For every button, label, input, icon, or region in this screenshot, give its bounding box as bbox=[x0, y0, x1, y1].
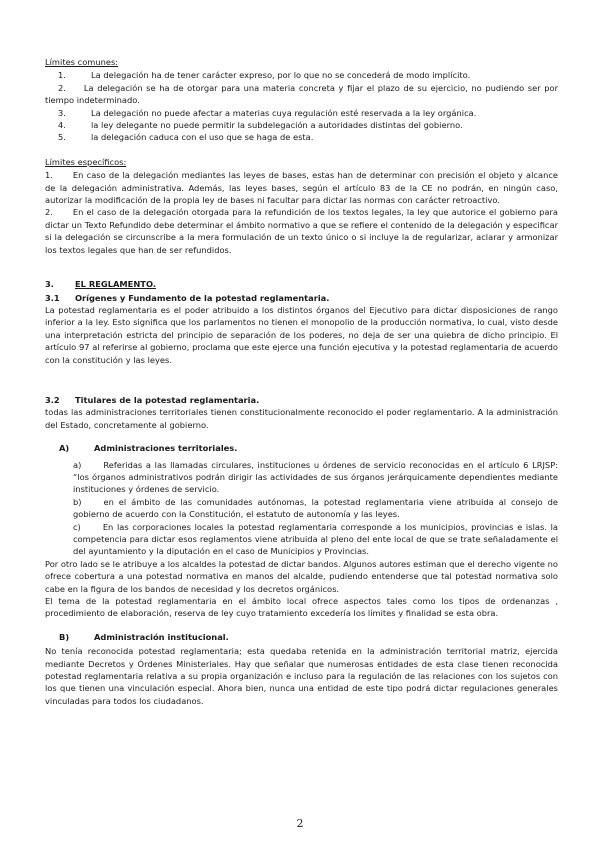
limites-comunes-heading: Límites comunes: bbox=[45, 57, 119, 67]
section-3-2-body: todas las administraciones territoriales tienen constitucionalmente reconocido el poder reglamentario. A la administración del Estado, concretamente al gobierno. bbox=[45, 407, 558, 430]
subsection-b-body: No tenía reconocida potestad reglamentaria; esta quedaba retenida en la administración territorial matriz, ejercida mediante Decretos y Órdenes Ministeriales. Hay que señalar que numerosas entidades de esta clase tienen reconocida potestad reglamentaria relativa a su propia organización e incluso para la regulación de las relaciones con los sujetos con los que tienen una vinculación especial. Ahora bien, nunca una entidad de este tipo podrá dictar regulaciones generales vinculadas para todos los ciudadanos. bbox=[45, 646, 558, 706]
list-item: 5. la delegación caduca con el uso que se haga de esta. bbox=[58, 132, 314, 143]
list-item: 1. La delegación ha de tener carácter expreso, por lo que no se concederá de modo implícito. bbox=[58, 70, 471, 81]
ambito-local-paragraph: El tema de la potestad reglamentaria en el ámbito local ofrece aspectos tales como los tipos de ordenanzas , procedimiento de elaboración, reserva de ley cuyo tratamiento excedería los límites y finalidad se esta obra. bbox=[45, 596, 558, 619]
section-3-heading: 3. EL REGLAMENTO. bbox=[45, 279, 156, 290]
list-item: c) En las corporaciones locales la potestad reglamentaria corresponde a los municipios, provincias e islas. la competencia para dictar esos reglamentos viene atribuida al pleno del ente local de que se trate señaladamente el del ayuntamiento y la diputación en el caso de Municipios y Provincias. bbox=[73, 521, 558, 557]
subsection-b-heading: B) Administración institucional. bbox=[59, 631, 229, 642]
limites-especificos-list bbox=[45, 169, 558, 256]
alcaldes-paragraph: Por otro lado se le atribuye a los alcaldes la potestad de dictar bandos. Algunos autores estiman que el derecho vigente no ofrece cobertura a una potestad normativa en manos del alcalde, pudiendo entenderse que tal potestad normativa solo cabe en la figura de los bandos de necesidad y los decretos orgánicos. bbox=[45, 558, 558, 594]
page-number: 2 bbox=[296, 817, 304, 830]
list-item: a) Referidas a las llamadas circulares, instituciones u órdenes de servicio reconocidas en el artículo 6 LRJSP: “los órganos administrativos podrán dirigir las actividades de sus órganos jerárquicamente dependientes mediante instituciones y órdenes de servicio. bbox=[73, 459, 558, 495]
list-item: b) en el ámbito de las comunidades autónomas, la potestad reglamentaria viene atribuida al consejo de gobierno de acuerdo con la Constitución, el estatuto de autonomía y las leyes. bbox=[73, 496, 558, 520]
limites-comunes-list bbox=[45, 69, 558, 143]
section-3-1-heading: 3.1 Orígenes y Fundamento de la potestad reglamentaria. bbox=[45, 292, 330, 303]
list-item: 1. En caso de la delegación mediantes las leyes de bases, estas han de determinar con precisión el objeto y alcance de la delegación administrativa. Además, las leyes bases, según el artículo 83 de la CE no podrán, en ningún caso, autorizar la modificación de la propia ley de bases ni facultar para dictar las normas con carácter retroactivo. bbox=[45, 170, 558, 206]
list-item: 2. En el caso de la delegación otorgada para la refundición de los textos legales, la ley que autorice el gobierno para dictar un Texto Refundido debe determinar el ámbito normativo a que se refiere el contenido de la delegación y especificar si la delegación se circunscribe a la mera formulación de un texto único o si incluye la de regularizar, aclarar y armonizar los textos legales que han de ser refundidos. bbox=[45, 207, 558, 255]
list-item: 4. la ley delegante no puede permitir la subdelegación a autoridades distintas del gobierno. bbox=[58, 120, 463, 131]
subsection-a-heading: A) Administraciones territoriales. bbox=[59, 443, 238, 454]
subsection-a-list bbox=[45, 459, 558, 558]
section-3-2-heading: 3.2 Titulares de la potestad reglamentaria. bbox=[45, 394, 260, 405]
limites-especificos-heading: Límites específicos: bbox=[45, 156, 127, 167]
list-item: 2. La delegación se ha de otorgar para una materia concreta y fijar el plazo de su ejercicio, no pudiendo ser por tiempo indeterminado. bbox=[45, 82, 558, 106]
list-item: 3. La delegación no puede afectar a materias cuya regulación esté reservada a la ley orgánica. bbox=[58, 107, 477, 118]
section-3-1-body: La potestad reglamentaria es el poder atribuido a los distintos órganos del Ejecutivo para dictar disposiciones de rango inferior a la ley. Esto significa que los parlamentos no tienen el monopolio de la producción normativa, lo cual, visto desde una interpretación estricta del principio de separación de los poderes, no deja de ser una quiebra de dicho principio. El artículo 97 al referirse al gobierno, proclama que este ejerce una función ejecutiva y la potestad reglamentaria de acuerdo con la constitución y las leyes. bbox=[45, 304, 558, 365]
